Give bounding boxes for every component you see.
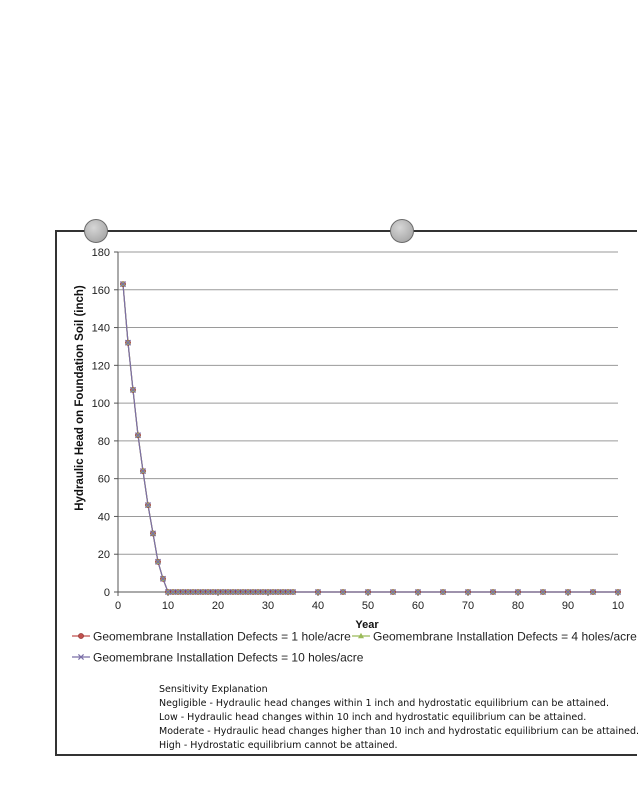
y-axis-title: Hydraulic Head on Foundation Soil (inch) bbox=[74, 285, 86, 511]
x-tick-label: 20 bbox=[211, 600, 225, 612]
y-tick-label: 180 bbox=[91, 247, 110, 259]
x-tick-label: 40 bbox=[311, 600, 325, 612]
x-tick-label: 90 bbox=[561, 600, 575, 612]
legend-marker-1 bbox=[78, 633, 83, 638]
x-tick-label: 50 bbox=[361, 600, 375, 612]
y-tick-label: 160 bbox=[91, 284, 110, 297]
explanation-low: Low - Hydraulic head changes within 10 inch and hydrostatic equilibrium can be attained. bbox=[159, 712, 587, 723]
series-line-3 bbox=[123, 284, 618, 592]
y-tick-label: 20 bbox=[97, 549, 110, 562]
y-tick-label: 80 bbox=[97, 435, 110, 448]
y-tick-label: 60 bbox=[97, 473, 110, 486]
x-tick-label: 0 bbox=[114, 600, 122, 612]
x-tick-label: 60 bbox=[411, 600, 425, 612]
y-tick-label: 100 bbox=[91, 398, 110, 411]
explanation-high: High - Hydrostatic equilibrium cannot be attained. bbox=[159, 740, 398, 751]
explanation-moderate: Moderate - Hydraulic head changes higher than 10 inch and hydrostatic equilibrium can be attained. bbox=[159, 726, 639, 737]
explanation-heading: Sensitivity Explanation bbox=[159, 684, 268, 695]
series-line-2 bbox=[123, 284, 618, 592]
y-tick-label: 120 bbox=[91, 360, 110, 373]
y-tick-label: 0 bbox=[103, 587, 110, 599]
series-line-1 bbox=[123, 284, 618, 592]
x-tick-label: 70 bbox=[461, 600, 475, 612]
explanation-negligible: Negligible - Hydraulic head changes within 1 inch and hydrostatic equilibrium can be attained. bbox=[159, 698, 609, 709]
x-tick-label: 80 bbox=[511, 600, 525, 612]
legend-label-1: Geomembrane Installation Defects = 1 hole/acre bbox=[93, 629, 351, 644]
x-tick-label: 30 bbox=[261, 600, 275, 612]
sensitivity-explanation bbox=[159, 683, 639, 753]
x-tick-label: 10 bbox=[611, 600, 625, 612]
x-tick-label: 10 bbox=[161, 600, 175, 612]
legend-label-2: Geomembrane Installation Defects = 4 holes/acre bbox=[373, 629, 637, 644]
y-tick-label: 140 bbox=[91, 322, 110, 335]
legend-label-3: Geomembrane Installation Defects = 10 holes/acre bbox=[93, 650, 364, 665]
x-axis-title: Year bbox=[355, 619, 379, 631]
y-tick-label: 40 bbox=[97, 511, 110, 524]
